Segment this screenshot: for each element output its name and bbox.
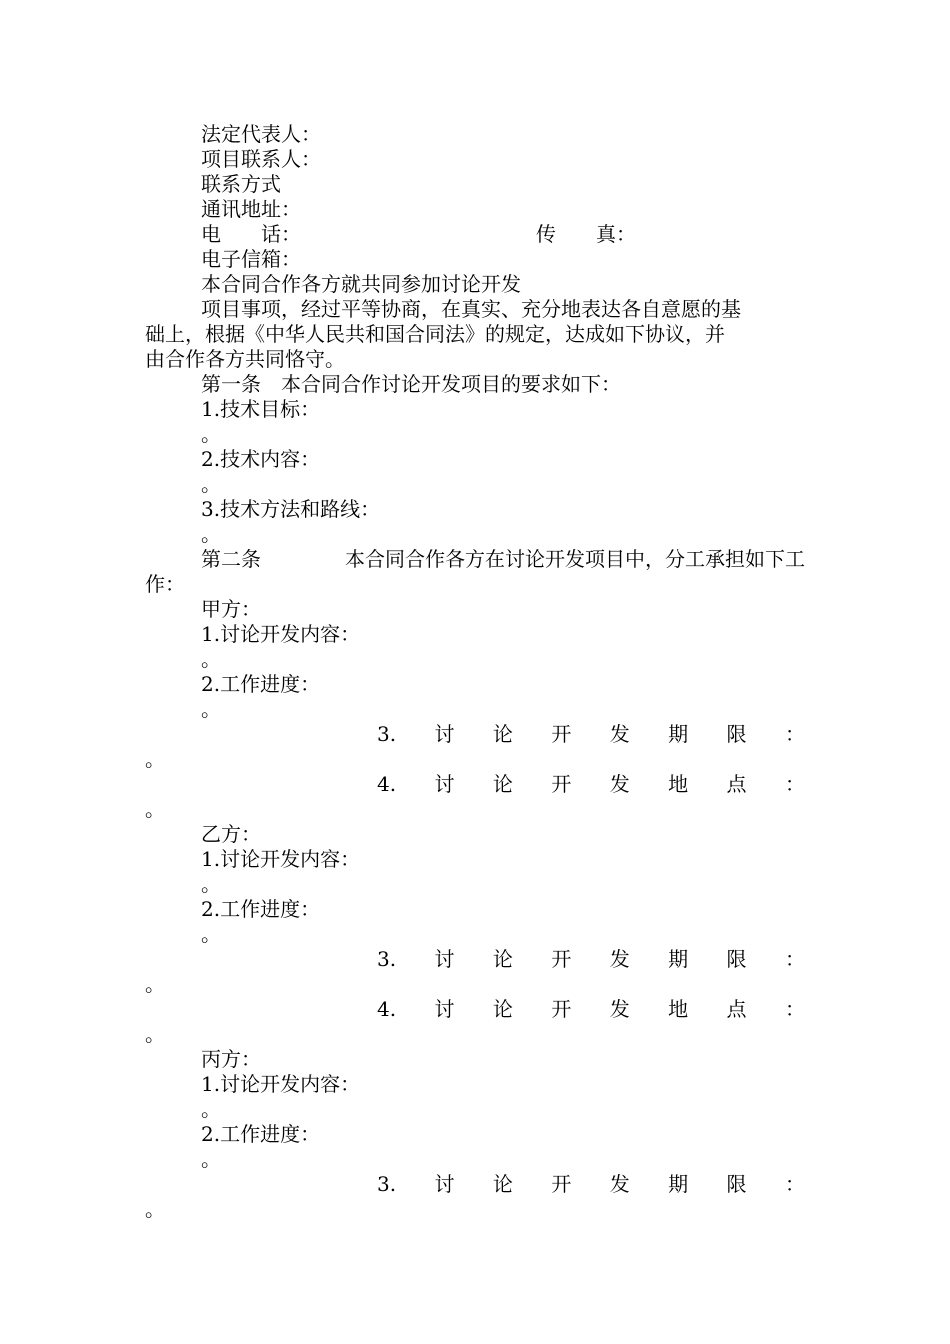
place-char: 发: [609, 772, 630, 796]
period-char: 论: [492, 947, 513, 971]
period-char: 期: [668, 1172, 689, 1196]
end-mark: 。: [145, 747, 165, 771]
end-mark: 。: [201, 1097, 221, 1121]
place-char: 地: [668, 997, 689, 1021]
article-1-item-2: 2.技术内容：: [201, 447, 321, 471]
article-1-title: 第一条 本合同合作讨论开发项目的要求如下：: [201, 372, 621, 396]
contact-method-label: 联系方式: [201, 172, 281, 196]
end-mark: 。: [201, 422, 221, 446]
period-char: 发: [609, 1172, 630, 1196]
period-char: ：: [784, 722, 805, 746]
party-b-period: [145, 947, 805, 972]
period-char: 讨: [434, 1172, 455, 1196]
period-char: 讨: [434, 947, 455, 971]
preamble-line-1: 本合同合作各方就共同参加讨论开发: [201, 272, 521, 296]
end-mark: 。: [201, 922, 221, 946]
party-b-item-1: 1.讨论开发内容：: [201, 847, 361, 871]
end-mark: 。: [145, 1197, 165, 1221]
party-c-item-1: 1.讨论开发内容：: [201, 1072, 361, 1096]
end-mark: 。: [201, 872, 221, 896]
period-char: 论: [492, 1172, 513, 1196]
document-page: [145, 122, 805, 1222]
place-char: 论: [492, 997, 513, 1021]
period-char: 论: [492, 722, 513, 746]
end-mark: 。: [201, 1147, 221, 1171]
party-a-period: [145, 722, 805, 747]
place-char: 发: [609, 997, 630, 1021]
end-mark: 。: [145, 797, 165, 821]
place-char: 4.: [377, 772, 397, 796]
article-2-text: 本合同合作各方在讨论开发项目中，分工承担如下工: [345, 547, 805, 571]
end-mark: 。: [201, 647, 221, 671]
article-2-number: 第二条: [201, 547, 261, 571]
period-char: 限: [726, 1172, 747, 1196]
period-char: 讨: [434, 722, 455, 746]
preamble-line-3: 础上，根据《中华人民共和国合同法》的规定，达成如下协议，并: [145, 322, 725, 346]
party-c-item-2: 2.工作进度：: [201, 1122, 321, 1146]
period-char: 发: [609, 722, 630, 746]
end-mark: 。: [145, 1022, 165, 1046]
place-char: 开: [551, 997, 572, 1021]
period-char: 开: [551, 722, 572, 746]
period-char: 3.: [377, 947, 397, 971]
article-1-item-3: 3.技术方法和路线：: [201, 497, 381, 521]
period-char: 开: [551, 1172, 572, 1196]
end-mark: 。: [145, 972, 165, 996]
place-char: 讨: [434, 997, 455, 1021]
article-2-title: [145, 547, 805, 572]
party-a-label: 甲方：: [201, 597, 261, 621]
end-mark: 。: [201, 522, 221, 546]
place-char: 讨: [434, 772, 455, 796]
period-char: 3.: [377, 722, 397, 746]
period-char: 限: [726, 947, 747, 971]
place-char: ：: [784, 997, 805, 1021]
legal-rep-label: 法定代表人：: [201, 122, 321, 146]
email-label: 电子信箱：: [201, 247, 301, 271]
article-2-line-2: 作：: [145, 572, 185, 596]
preamble-line-2: 项目事项，经过平等协商，在真实、充分地表达各自意愿的基: [201, 297, 741, 321]
place-char: 地: [668, 772, 689, 796]
period-char: 限: [726, 722, 747, 746]
place-char: 论: [492, 772, 513, 796]
phone-label: 电 话：: [201, 222, 301, 246]
party-a-item-1: 1.讨论开发内容：: [201, 622, 361, 646]
place-char: 开: [551, 772, 572, 796]
party-b-place: [145, 997, 805, 1022]
period-char: 期: [668, 722, 689, 746]
party-b-label: 乙方：: [201, 822, 261, 846]
end-mark: 。: [201, 697, 221, 721]
place-char: 点: [726, 772, 747, 796]
end-mark: 。: [201, 472, 221, 496]
period-char: 期: [668, 947, 689, 971]
party-c-period: [145, 1172, 805, 1197]
place-char: 4.: [377, 997, 397, 1021]
party-a-place: [145, 772, 805, 797]
period-char: 发: [609, 947, 630, 971]
period-char: ：: [784, 1172, 805, 1196]
party-b-item-2: 2.工作进度：: [201, 897, 321, 921]
phone-fax-row: [145, 222, 805, 247]
period-char: 开: [551, 947, 572, 971]
period-char: 3.: [377, 1172, 397, 1196]
article-1-item-1: 1.技术目标：: [201, 397, 321, 421]
party-a-item-2: 2.工作进度：: [201, 672, 321, 696]
period-char: ：: [784, 947, 805, 971]
place-char: ：: [784, 772, 805, 796]
preamble-line-4: 由合作各方共同恪守。: [145, 347, 345, 371]
party-c-label: 丙方：: [201, 1047, 261, 1071]
address-label: 通讯地址：: [201, 197, 301, 221]
project-contact-label: 项目联系人：: [201, 147, 321, 171]
place-char: 点: [726, 997, 747, 1021]
fax-label: 传 真：: [536, 222, 636, 246]
